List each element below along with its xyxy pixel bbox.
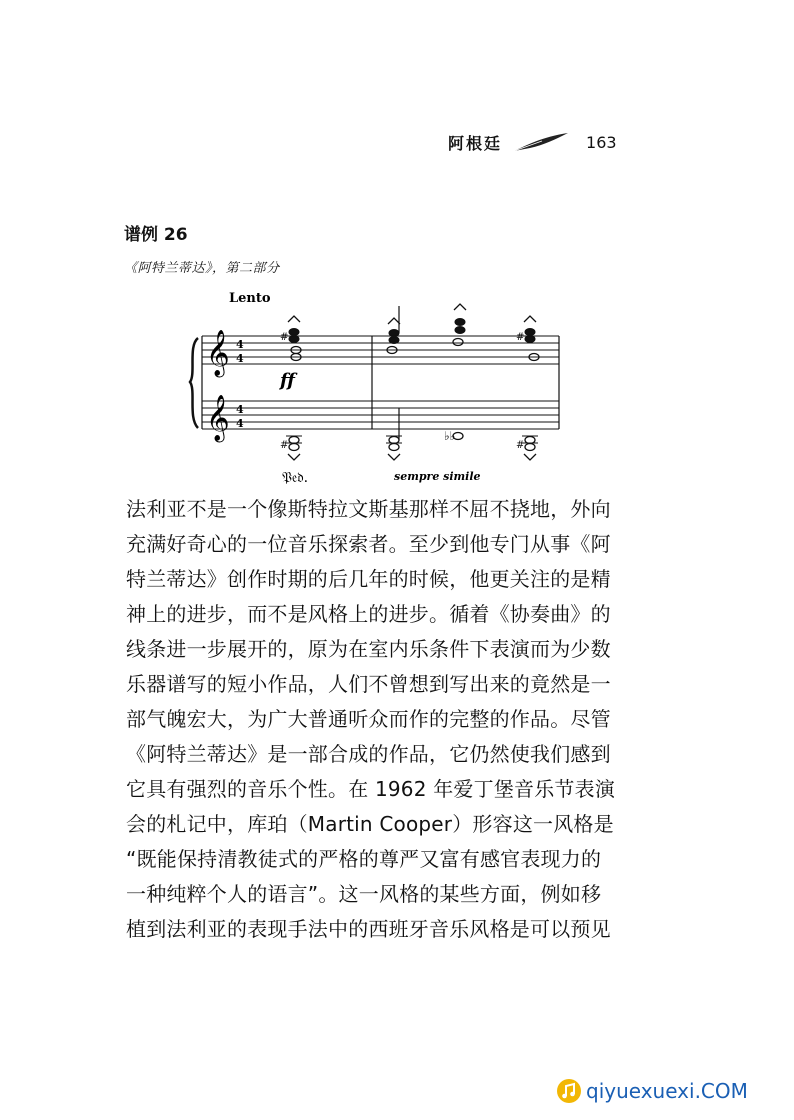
text-line: 会的札记中，库珀（Martin Cooper）形容这一风格是 — [126, 812, 614, 836]
text-line: 它具有强烈的音乐个性。在 1962 年爱丁堡音乐节表演 — [126, 777, 616, 801]
text-line: “既能保持清教徒式的严格的尊严又富有感官表现力的 — [126, 847, 602, 871]
music-score — [182, 286, 562, 486]
svg-text:#: # — [280, 332, 289, 343]
svg-text:4: 4 — [236, 403, 244, 416]
text-line: 乐器谱写的短小作品，人们不曾想到写出来的竟然是一 — [126, 672, 611, 696]
text-line: 神上的进步，而不是风格上的进步。循着《协奏曲》的 — [126, 602, 611, 626]
svg-text:#: # — [516, 440, 525, 451]
upper-chords — [280, 304, 539, 361]
svg-text:#: # — [280, 440, 289, 451]
dynamic-marking: ff — [280, 370, 295, 391]
watermark — [556, 1078, 748, 1104]
text-line: 《阿特兰蒂达》是一部合成的作品，它仍然使我们感到 — [126, 742, 611, 766]
svg-text:♭♭: ♭♭ — [444, 429, 456, 443]
watermark-text: qiyuexuexi.COM — [586, 1079, 748, 1103]
time-signature — [236, 338, 244, 430]
example-label: 谱例 26 — [124, 225, 188, 245]
svg-text:4: 4 — [236, 338, 244, 351]
text-line: 线条进一步展开的，原为在室内乐条件下表演而为少数 — [126, 637, 611, 661]
text-line: 一种纯粹个人的语言”。这一风格的某些方面，例如移 — [126, 882, 602, 906]
svg-text:4: 4 — [236, 352, 244, 365]
grand-staff-brace — [190, 338, 198, 428]
treble-staff — [202, 336, 559, 364]
text-line: 充满好奇心的一位音乐探索者。至少到他专门从事《阿 — [126, 532, 611, 556]
quill-icon — [512, 131, 572, 153]
lower-chords — [280, 408, 538, 460]
treble-clef-icon: 𝄞 — [206, 330, 230, 376]
running-header-title: 阿根廷 — [448, 133, 503, 153]
treble-clef-icon: 𝄞 — [206, 395, 230, 441]
text-line: 法利亚不是一个像斯特拉文斯基那样不屈不挠地，外向 — [126, 497, 611, 521]
text-line: 特兰蒂达》创作时期的后几年的时候，他更关注的是精 — [126, 567, 611, 591]
running-header — [448, 130, 617, 154]
pedal-marking: 𝔓𝔢𝔡. — [282, 470, 309, 486]
expression-marking: sempre simile — [394, 470, 481, 483]
page-number: 163 — [586, 132, 617, 152]
example-caption: 《阿特兰蒂达》，第二部分 — [124, 261, 280, 276]
svg-text:#: # — [516, 332, 525, 343]
body-paragraph — [126, 492, 692, 947]
lower-treble-staff — [202, 401, 559, 429]
music-note-icon — [556, 1078, 582, 1104]
text-line: 植到法利亚的表现手法中的西班牙音乐风格是可以预见 — [126, 917, 611, 941]
tempo-marking: Lento — [229, 291, 271, 306]
text-line: 部气魄宏大，为广大普通听众而作的完整的作品。尽管 — [126, 707, 611, 731]
svg-text:4: 4 — [236, 417, 244, 430]
